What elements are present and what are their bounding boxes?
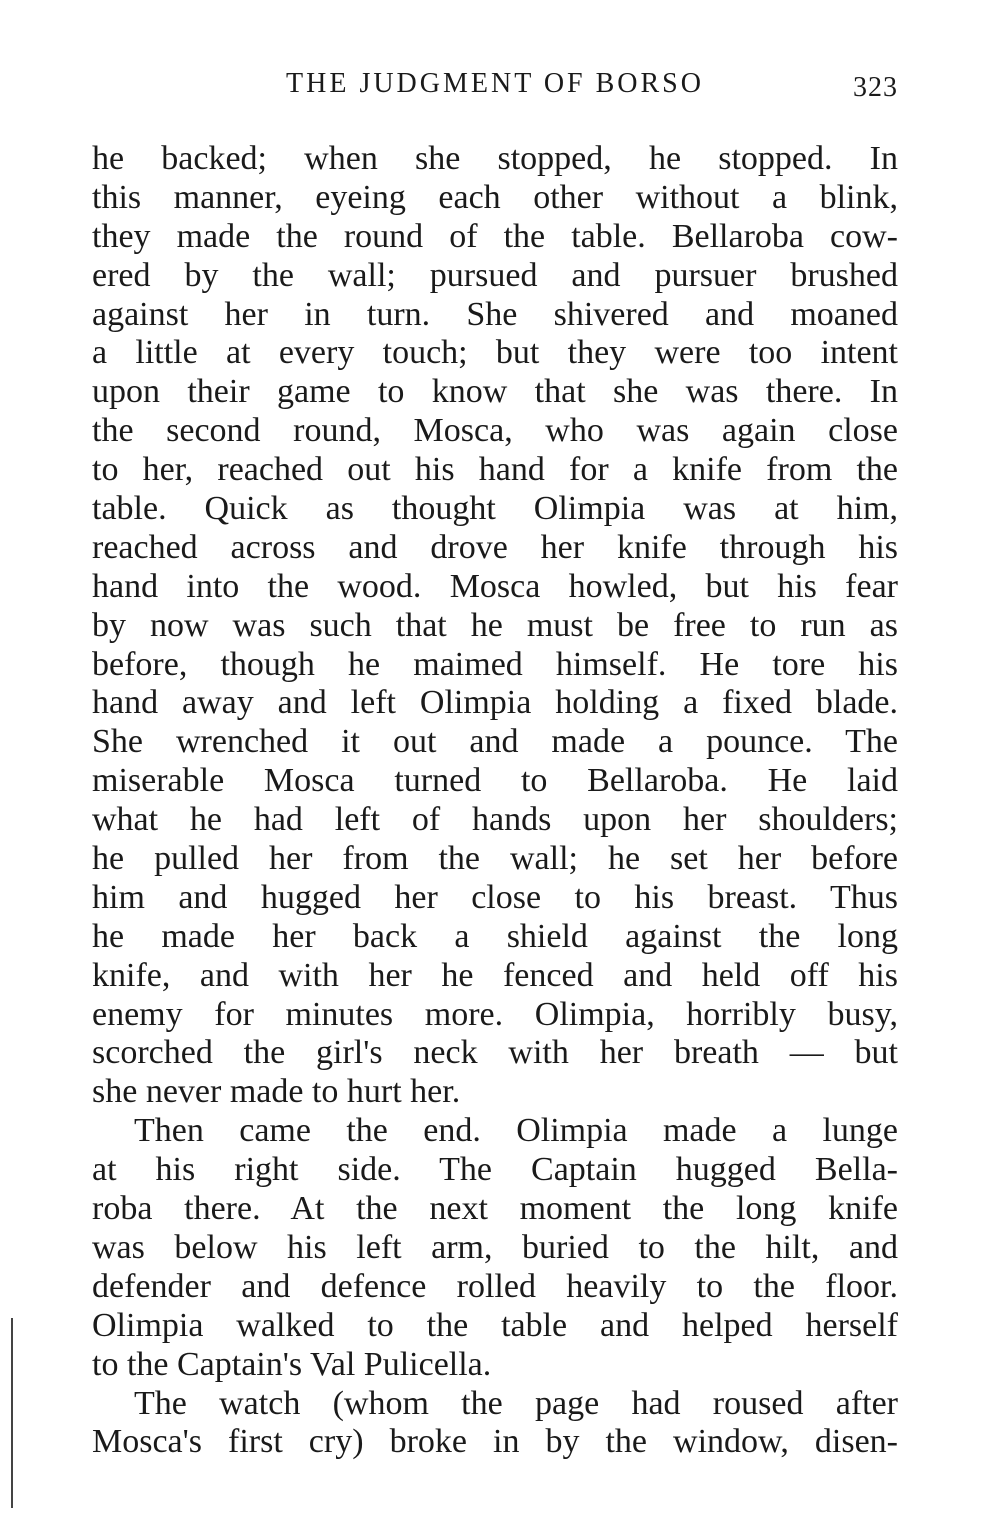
text-line: table. Quick as thought Olimpia was at him, xyxy=(92,490,898,528)
text-line: before, though he maimed himself. He tore his xyxy=(92,645,898,683)
text-line: enemy for minutes more. Olimpia, horribly busy, xyxy=(92,995,898,1033)
text-line: Mosca's first cry) broke in by the window, disen- xyxy=(92,1423,898,1461)
text-line: She wrenched it out and made a pounce. The xyxy=(92,723,898,761)
text-line: roba there. At the next moment the long knife xyxy=(92,1190,898,1228)
text-line: Then came the end. Olimpia made a lunge xyxy=(134,1112,898,1150)
text-line: what he had left of hands upon her shoulders; xyxy=(92,801,898,839)
text-line: he made her back a shield against the long xyxy=(92,917,898,955)
text-line: by now was such that he must be free to run as xyxy=(92,606,898,644)
text-line: he backed; when she stopped, he stopped. In xyxy=(92,140,898,177)
text-line: the second round, Mosca, who was again close xyxy=(92,412,898,450)
text-line: was below his left arm, buried to the hilt, and xyxy=(92,1228,898,1266)
text-line: ered by the wall; pursued and pursuer brushed xyxy=(92,256,898,294)
text-line: she never made to hurt her. xyxy=(92,1073,461,1111)
text-line: at his right side. The Captain hugged Bella- xyxy=(92,1151,898,1189)
text-line: to her, reached out his hand for a knife from the xyxy=(92,451,898,489)
paragraph-2 xyxy=(92,1112,898,1384)
running-title: THE JUDGMENT OF BORSO xyxy=(286,68,704,99)
text-line: he pulled her from the wall; he set her before xyxy=(92,840,898,878)
running-head xyxy=(92,66,898,106)
text-line: miserable Mosca turned to Bellaroba. He laid xyxy=(92,762,898,800)
text-line: him and hugged her close to his breast. Thus xyxy=(92,878,898,916)
margin-rule xyxy=(11,1318,13,1508)
paragraph-3 xyxy=(92,1385,898,1463)
text-line: reached across and drove her knife through his xyxy=(92,528,898,566)
page-number: 323 xyxy=(853,72,898,103)
text-line: The watch (whom the page had roused after xyxy=(134,1384,898,1422)
body-text xyxy=(92,140,898,1462)
text-line: to the Captain's Val Pulicella. xyxy=(92,1345,492,1383)
text-line: hand into the wood. Mosca howled, but his fear xyxy=(92,567,898,605)
text-line: against her in turn. She shivered and moaned xyxy=(92,295,898,333)
text-line: scorched the girl's neck with her breath — but xyxy=(92,1034,898,1072)
text-line: this manner, eyeing each other without a blink, xyxy=(92,178,898,216)
text-line: a little at every touch; but they were too intent xyxy=(92,334,898,372)
text-line: hand away and left Olimpia holding a fixed blade. xyxy=(92,684,898,722)
text-line: upon their game to know that she was there. In xyxy=(92,373,898,411)
text-line: defender and defence rolled heavily to the floor. xyxy=(92,1267,898,1305)
paragraph-1 xyxy=(92,140,898,1112)
text-line: they made the round of the table. Bellaroba cow- xyxy=(92,217,898,255)
text-line: Olimpia walked to the table and helped herself xyxy=(92,1306,898,1344)
text-line: knife, and with her he fenced and held off his xyxy=(92,956,898,994)
